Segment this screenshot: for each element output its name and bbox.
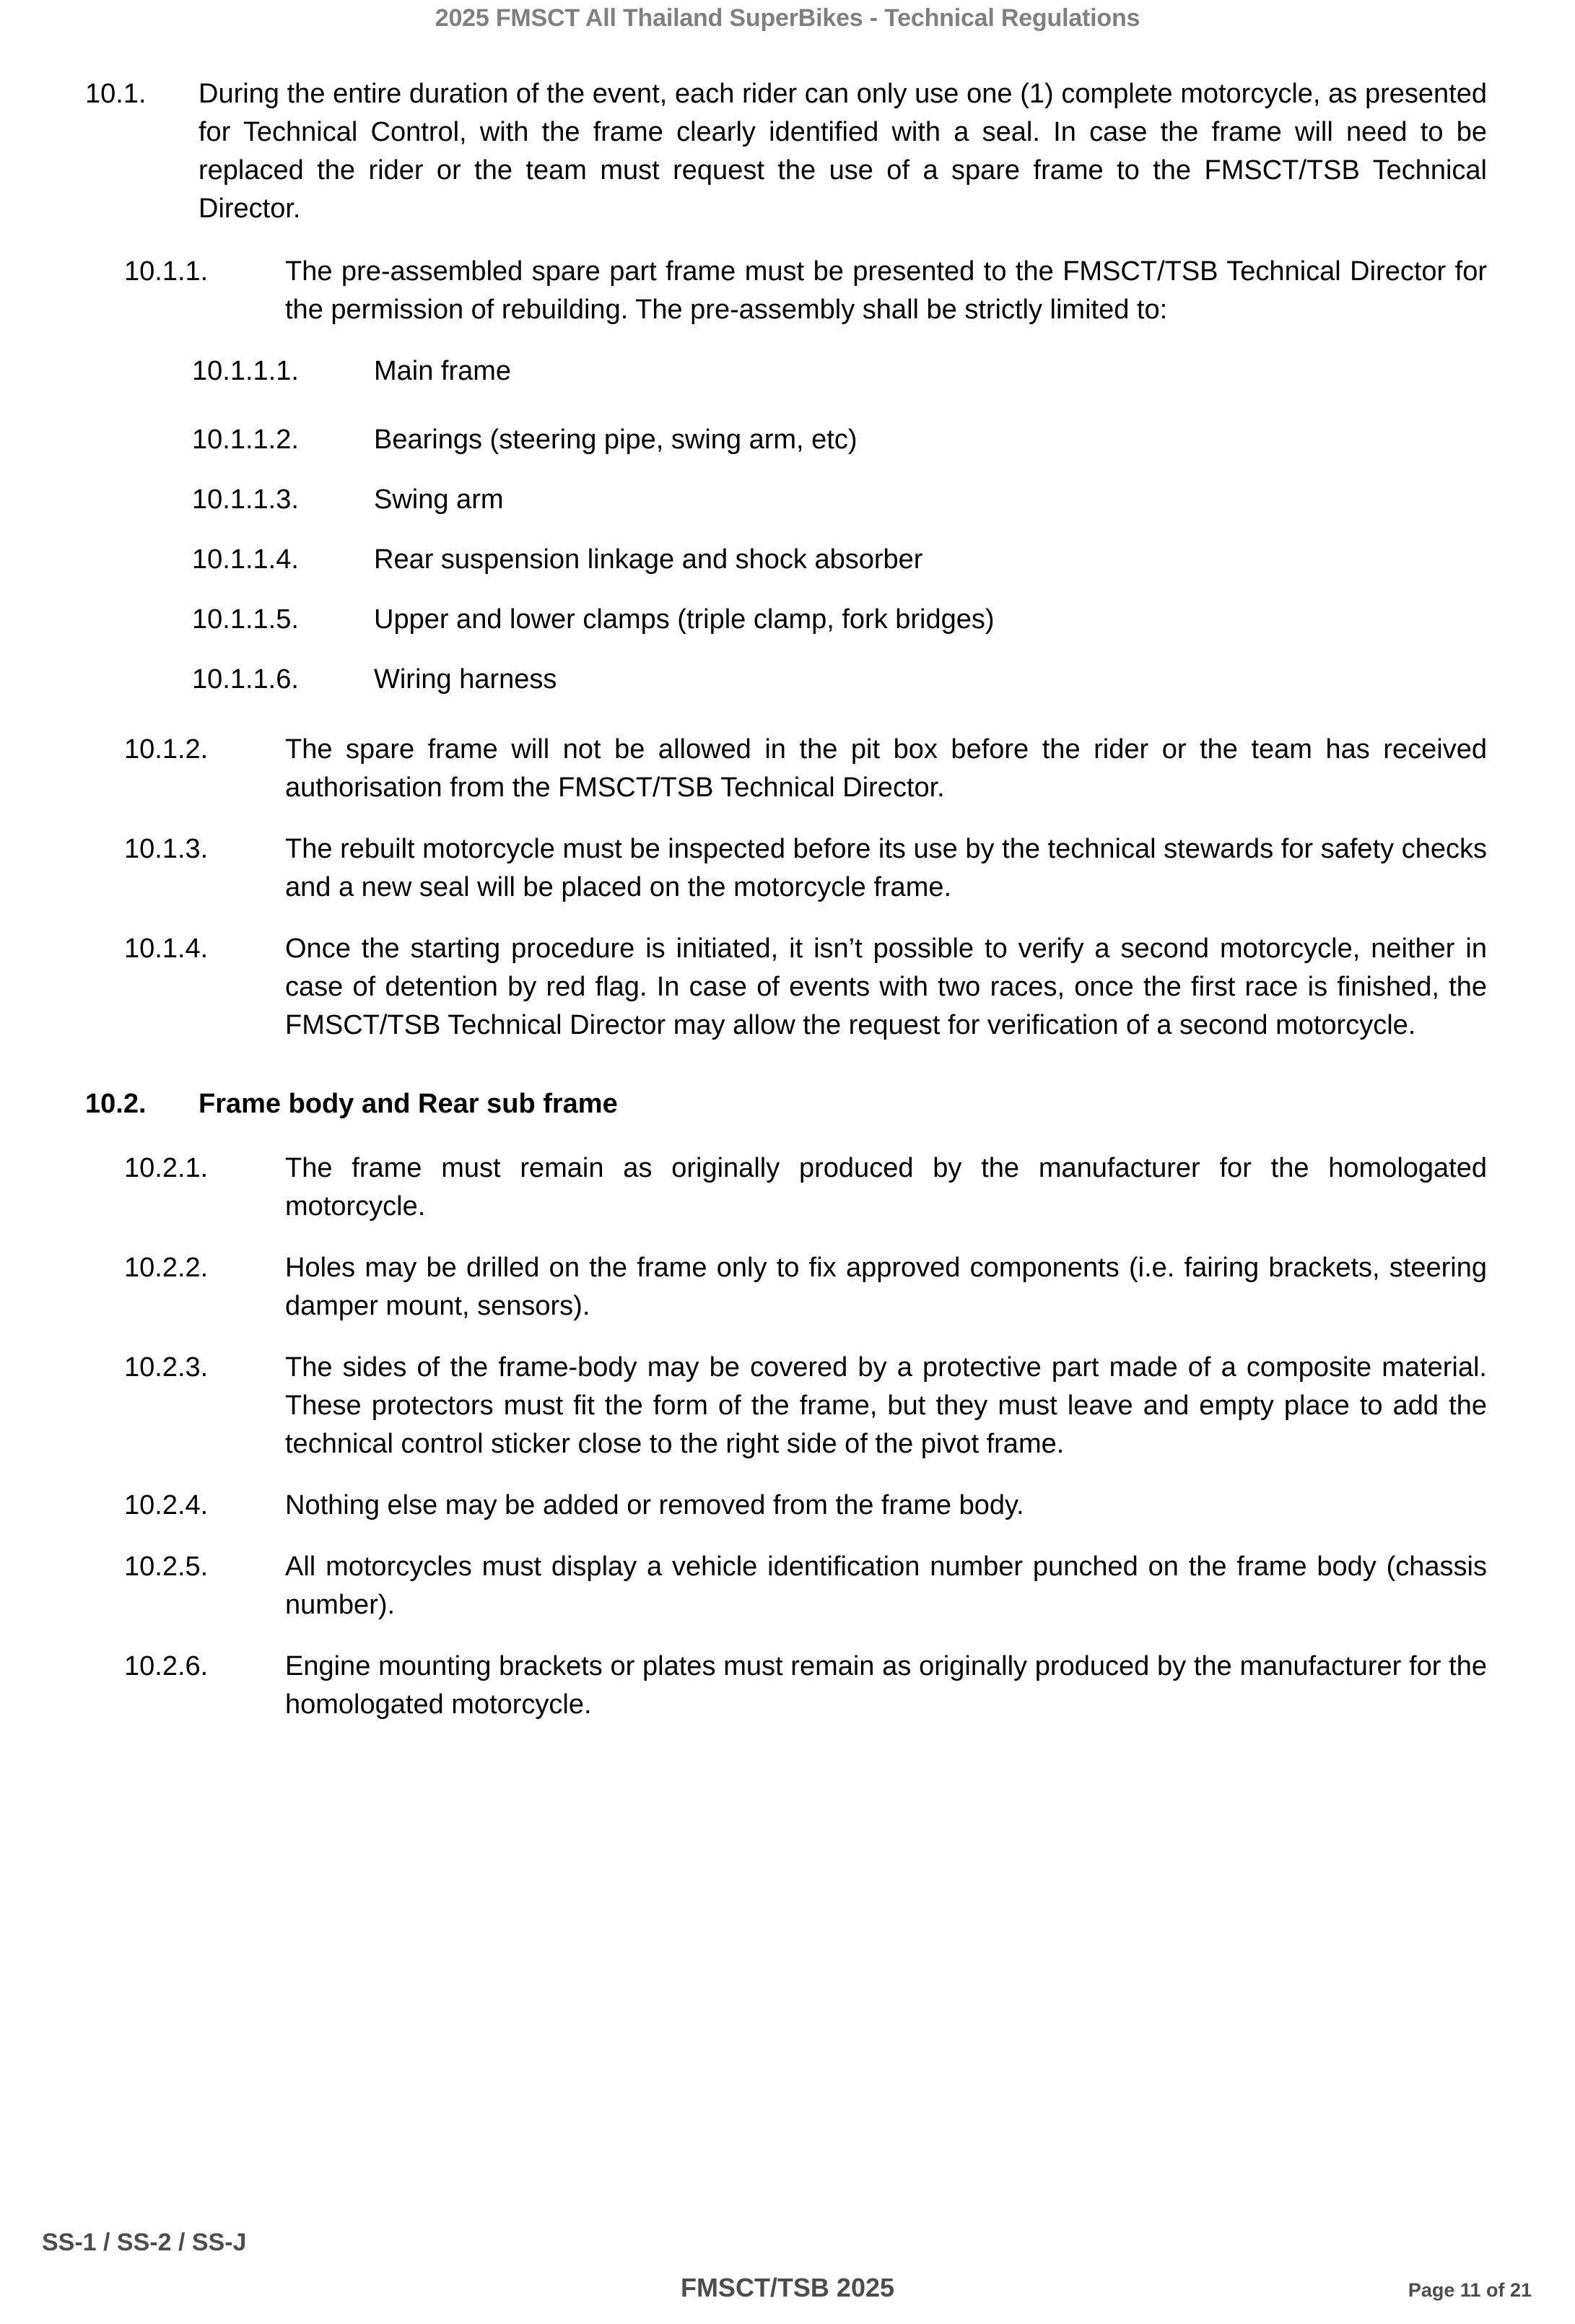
clause-text: During the entire duration of the event, each rider can only use one (1) complete motorcycle, as presented for Technical Control, with the frame clearly identified with a seal. In case the frame will need to be replaced the rider or the team must request the use of a spare frame to the FMSCT/TSB Technical Director. [198, 79, 1487, 224]
clause-10-1-1-4 [0, 541, 1575, 579]
clause-text: The rebuilt motorcycle must be inspected before its use by the technical stewards for safety checks and a new seal will be placed on the motorcycle frame. [285, 834, 1487, 902]
clause-text: Rear suspension linkage and shock absorber [374, 544, 923, 575]
clause-text: Once the starting procedure is initiated, it isn’t possible to verify a second motorcycle, neither in case of detention by red flag. In case of events with two races, once the first race is finished, the FMSCT/TSB Technical Director may allow the request for verification of a second motorcycle. [285, 933, 1487, 1040]
clause-text: Bearings (steering pipe, swing arm, etc) [374, 425, 858, 455]
clause-number: 10.1.1.5. [192, 604, 299, 635]
clause-text: Holes may be drilled on the frame only to fix approved components (i.e. fairing brackets, steering damper mount, sensors). [285, 1253, 1487, 1321]
clause-10-1-1 [0, 253, 1575, 329]
clause-number: 10.1.1.6. [192, 664, 299, 695]
clause-text: Engine mounting brackets or plates must remain as originally produced by the manufacturer for the homologated motorcycle. [285, 1651, 1487, 1720]
clause-number: 10.1.3. [124, 834, 209, 864]
clause-number: 10.2. [85, 1089, 147, 1119]
clause-number: 10.2.6. [124, 1651, 209, 1681]
clause-number: 10.1.1.2. [192, 425, 299, 455]
clause-number: 10.1.2. [124, 734, 209, 765]
clause-text: The frame must remain as originally produced by the manufacturer for the homologated motorcycle. [285, 1153, 1487, 1222]
clause-10-1-1-6 [0, 661, 1575, 699]
footer-page-number: Page 11 of 21 [1408, 2279, 1532, 2301]
clause-text: Swing arm [374, 484, 504, 515]
clause-10-2-3 [0, 1349, 1575, 1463]
clause-number: 10.1.1.3. [192, 484, 299, 515]
clause-number: 10.1.1.1. [192, 356, 299, 386]
clause-10-1-1-3 [0, 481, 1575, 519]
clause-number: 10.1.1. [124, 256, 209, 287]
clause-10-1-1-2 [0, 421, 1575, 459]
clause-list [0, 75, 1575, 1747]
clause-text: The pre-assembled spare part frame must be presented to the FMSCT/TSB Technical Director for the permission of rebuilding. The pre-assembly shall be strictly limited to: [285, 256, 1487, 325]
clause-number: 10.2.1. [124, 1153, 209, 1183]
clause-10-2 [0, 1085, 1575, 1123]
clause-number: 10.2.2. [124, 1253, 209, 1283]
clause-number: 10.2.5. [124, 1551, 209, 1582]
clause-10-2-2 [0, 1249, 1575, 1326]
clause-number: 10.2.3. [124, 1352, 209, 1383]
clause-text: All motorcycles must display a vehicle identification number punched on the frame body (chassis number). [285, 1551, 1487, 1620]
clause-text: The sides of the frame-body may be covered by a protective part made of a composite material. These protectors must fit the form of the frame, but they must leave and empty place to add the technical control sticker close to the right side of the pivot frame. [285, 1352, 1487, 1459]
clause-number: 10.1.4. [124, 933, 209, 964]
clause-text: Main frame [374, 356, 512, 386]
clause-text: Nothing else may be added or removed from the frame body. [285, 1490, 1024, 1520]
clause-10-1 [0, 75, 1575, 228]
clause-10-2-4 [0, 1487, 1575, 1525]
clause-number: 10.1.1.4. [192, 544, 299, 575]
clause-text: Wiring harness [374, 664, 557, 695]
clause-10-1-3 [0, 830, 1575, 907]
clause-10-2-5 [0, 1548, 1575, 1624]
clause-number: 10.2.4. [124, 1490, 209, 1520]
footer-class-codes: SS-1 / SS-2 / SS-J [42, 2229, 247, 2256]
clause-text: Upper and lower clamps (triple clamp, fork bridges) [374, 604, 995, 635]
running-header: 2025 FMSCT All Thailand SuperBikes - Technical Regulations [435, 4, 1140, 32]
clause-10-1-1-5 [0, 601, 1575, 639]
clause-10-1-4 [0, 930, 1575, 1045]
clause-10-2-1 [0, 1149, 1575, 1226]
clause-text: Frame body and Rear sub frame [198, 1089, 618, 1119]
footer-organisation: FMSCT/TSB 2025 [680, 2273, 895, 2302]
clause-text: The spare frame will not be allowed in the pit box before the rider or the team has received authorisation from the FMSCT/TSB Technical Director. [285, 734, 1487, 803]
clause-number: 10.1. [85, 79, 147, 109]
clause-10-1-1-1 [0, 352, 1575, 391]
clause-10-1-2 [0, 731, 1575, 807]
clause-10-2-6 [0, 1648, 1575, 1724]
